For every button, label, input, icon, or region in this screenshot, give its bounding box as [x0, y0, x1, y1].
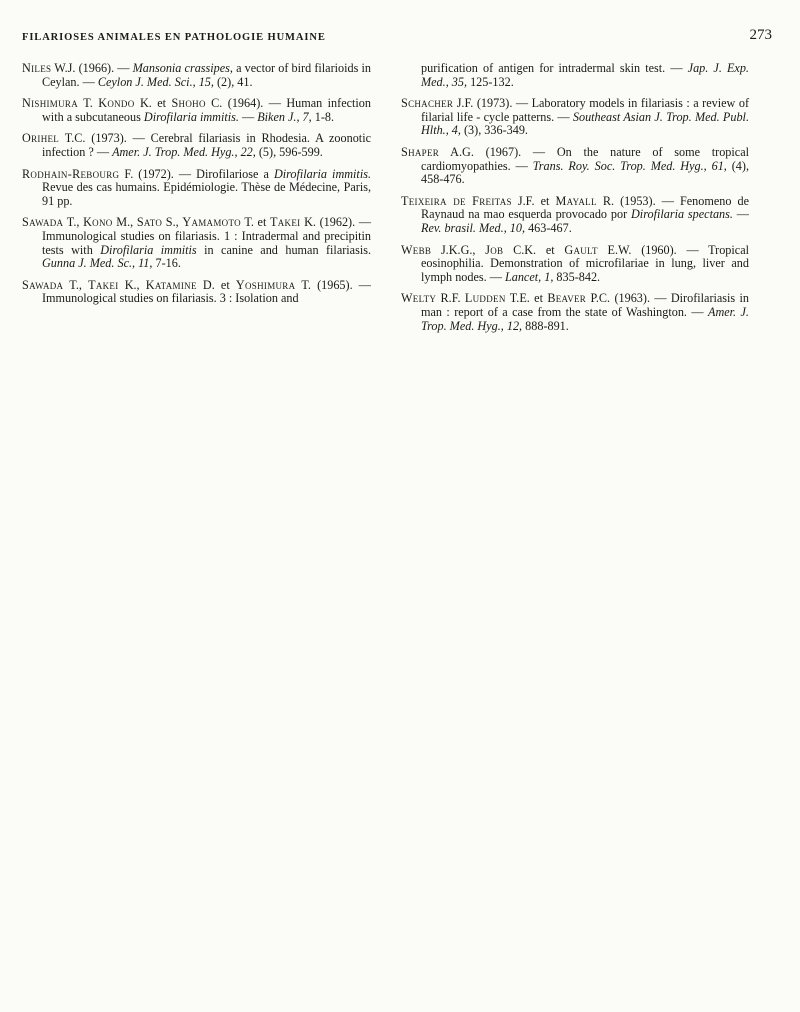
reference-welty-1963 — [401, 292, 749, 333]
journal-name: Gunna J. Med. Sc., 11, — [42, 256, 153, 271]
author-name: Kataminе — [145, 277, 197, 292]
italic-text: Mansonia crassipes, — [132, 61, 233, 75]
reference-text: (2), 41. — [213, 74, 253, 89]
reference-text: 7-16. — [152, 256, 181, 271]
references-left-column — [22, 62, 371, 314]
reference-sawada-1962 — [22, 216, 371, 270]
reference-text: R. (1953). — Fenomeno de Raynaud na mao esquerda provocado por — [421, 193, 749, 222]
italic-text: Dirofilaria immitis — [100, 242, 197, 257]
reference-sawada-1965 — [22, 279, 371, 306]
journal-name: Southeast Asian J. Trop. Med. Publ. Hlth., 4, — [421, 109, 749, 138]
page-number: 273 — [749, 27, 772, 43]
reference-text: — — [238, 109, 258, 124]
reference-text: T.C. (1973). — Cerebral filariasis in Rhodesia. A zoonotic infection ? — — [42, 131, 371, 159]
author-name: Yamamoto — [182, 215, 241, 230]
reference-shaper-1967 — [401, 146, 749, 187]
reference-text: K., — [118, 277, 146, 292]
reference-niles-1966 — [22, 62, 371, 89]
author-name: Job — [485, 242, 504, 257]
references-right-column — [401, 62, 749, 341]
reference-text: J.F. (1973). — Laboratory models in filariasis : a review of filarial life - cycle patterns. — — [421, 96, 749, 124]
reference-text: C.K. et — [503, 242, 565, 257]
reference-webb-1960 — [401, 244, 749, 285]
reference-text: Revue des cas humains. Epidémiologie. Thèse de Médecine, Paris, 91 pp. — [42, 180, 371, 208]
author-name: Teixeira de Freitas — [401, 193, 512, 208]
author-name: Sato — [136, 215, 163, 230]
author-name: Kono — [83, 215, 113, 230]
author-name: Gault — [564, 242, 598, 257]
reference-text: T. (1965). — Immunological studies on filariasis. 3 : Isolation and — [42, 277, 371, 306]
reference-text: (4), 458-476. — [421, 158, 750, 187]
reference-text: M., — [112, 215, 137, 230]
author-name: Kondo — [98, 96, 135, 111]
italic-text: Dirofilaria spectans. — [631, 207, 733, 222]
reference-text: P.C. (1963). — Dirofilariasis in man : report of a case from the state of Washington. — — [421, 291, 749, 319]
journal-name: Amer. J. Trop. Med. Hyg., 12, — [421, 304, 749, 333]
reference-text: R.F. — [436, 291, 465, 306]
reference-text: T. et — [240, 215, 271, 230]
journal-name: Trans. Roy. Soc. Trop. Med. Hyg., 61, — [532, 158, 727, 173]
author-name: Schacher — [401, 96, 454, 111]
author-name: Takei — [88, 277, 119, 292]
reference-text: J.F. et — [511, 193, 556, 208]
reference-text: 463-467. — [525, 220, 572, 235]
author-name: Nishimura — [22, 96, 79, 111]
reference-text: 1-8. — [311, 109, 335, 124]
author-name: Ludden — [464, 291, 506, 306]
reference-text: D. et — [196, 277, 236, 292]
reference-rodhain-rebourg-1972 — [22, 168, 371, 209]
journal-name: Lancet, 1, — [504, 269, 554, 284]
author-name: Niles — [22, 61, 52, 75]
reference-text: C. (1964). — Human infection with a subcutaneous — [42, 96, 371, 124]
reference-text: E.W. (1960). — Tropical eosinophilia. Demonstration of microfilariae in lung, liver and lymph nodes. — — [421, 242, 749, 284]
reference-text: T., — [63, 215, 84, 230]
reference-text: purification of antigen for intradermal skin test. — — [421, 61, 688, 75]
author-name: Yoshimura — [235, 277, 296, 292]
reference-text: a vector of bird filarioids in Ceylan. — — [42, 61, 371, 89]
author-name: Mayall — [555, 193, 597, 208]
reference-text: F. (1972). — Dirofilariose a — [119, 166, 274, 181]
reference-text: 835-842. — [553, 269, 601, 284]
author-name: Orihel — [22, 131, 60, 146]
author-name: Beaver — [547, 291, 587, 306]
reference-sawada-1965-continued — [401, 62, 749, 89]
reference-text: S., — [162, 215, 183, 230]
reference-text: K. et — [134, 96, 172, 111]
reference-text: 888-891. — [522, 318, 569, 333]
italic-text: Dirofilaria immitis. — [273, 166, 371, 181]
author-name: Sawada — [22, 277, 64, 292]
journal-name: Rev. brasil. Med., 10, — [421, 220, 526, 235]
reference-text: T.E. et — [505, 291, 548, 306]
journal-name: Amer. J. Trop. Med. Hyg., 22, — [112, 144, 256, 159]
reference-text: T., — [63, 277, 89, 292]
reference-nishimura-1964 — [22, 97, 371, 124]
reference-text: W.J. (1966). — — [51, 61, 133, 75]
reference-text: T. — [78, 96, 99, 111]
author-name: Rodhain-Rebourg — [22, 166, 120, 181]
reference-orihel-1973 — [22, 132, 371, 159]
italic-text: Dirofilaria immitis. — [143, 109, 239, 124]
reference-schacher-1973 — [401, 97, 749, 138]
reference-text: — — [732, 207, 749, 222]
reference-text: J.K.G., — [431, 242, 486, 257]
author-name: Takei — [270, 215, 301, 230]
journal-name: Ceylon J. Med. Sci., 15, — [97, 74, 214, 89]
journal-name: Biken J., 7, — [257, 109, 312, 124]
running-head: FILARIOSES ANIMALES EN PATHOLOGIE HUMAINE — [22, 32, 326, 43]
author-name: Shaper — [401, 144, 440, 159]
reference-text: A.G. (1967). — On the nature of some tropical cardiomyopathies. — — [421, 144, 749, 173]
reference-text: 125-132. — [467, 74, 514, 89]
reference-text: (5), 596-599. — [255, 144, 323, 159]
author-name: Sawada — [22, 215, 64, 230]
journal-name: Jap. J. Exp. Med., 35, — [421, 61, 749, 89]
reference-text: (3), 336-349. — [460, 123, 528, 138]
author-name: Shoho — [171, 96, 206, 111]
reference-text: in canine and human filariasis. — [196, 242, 372, 257]
author-name: Webb — [401, 242, 432, 257]
reference-teixeira-1953 — [401, 195, 749, 236]
author-name: Welty — [401, 291, 437, 306]
reference-text: K. (1962). — Immunological studies on filariasis. 1 : Intradermal and precipitin tests with — [42, 215, 372, 257]
page-header — [22, 26, 772, 50]
